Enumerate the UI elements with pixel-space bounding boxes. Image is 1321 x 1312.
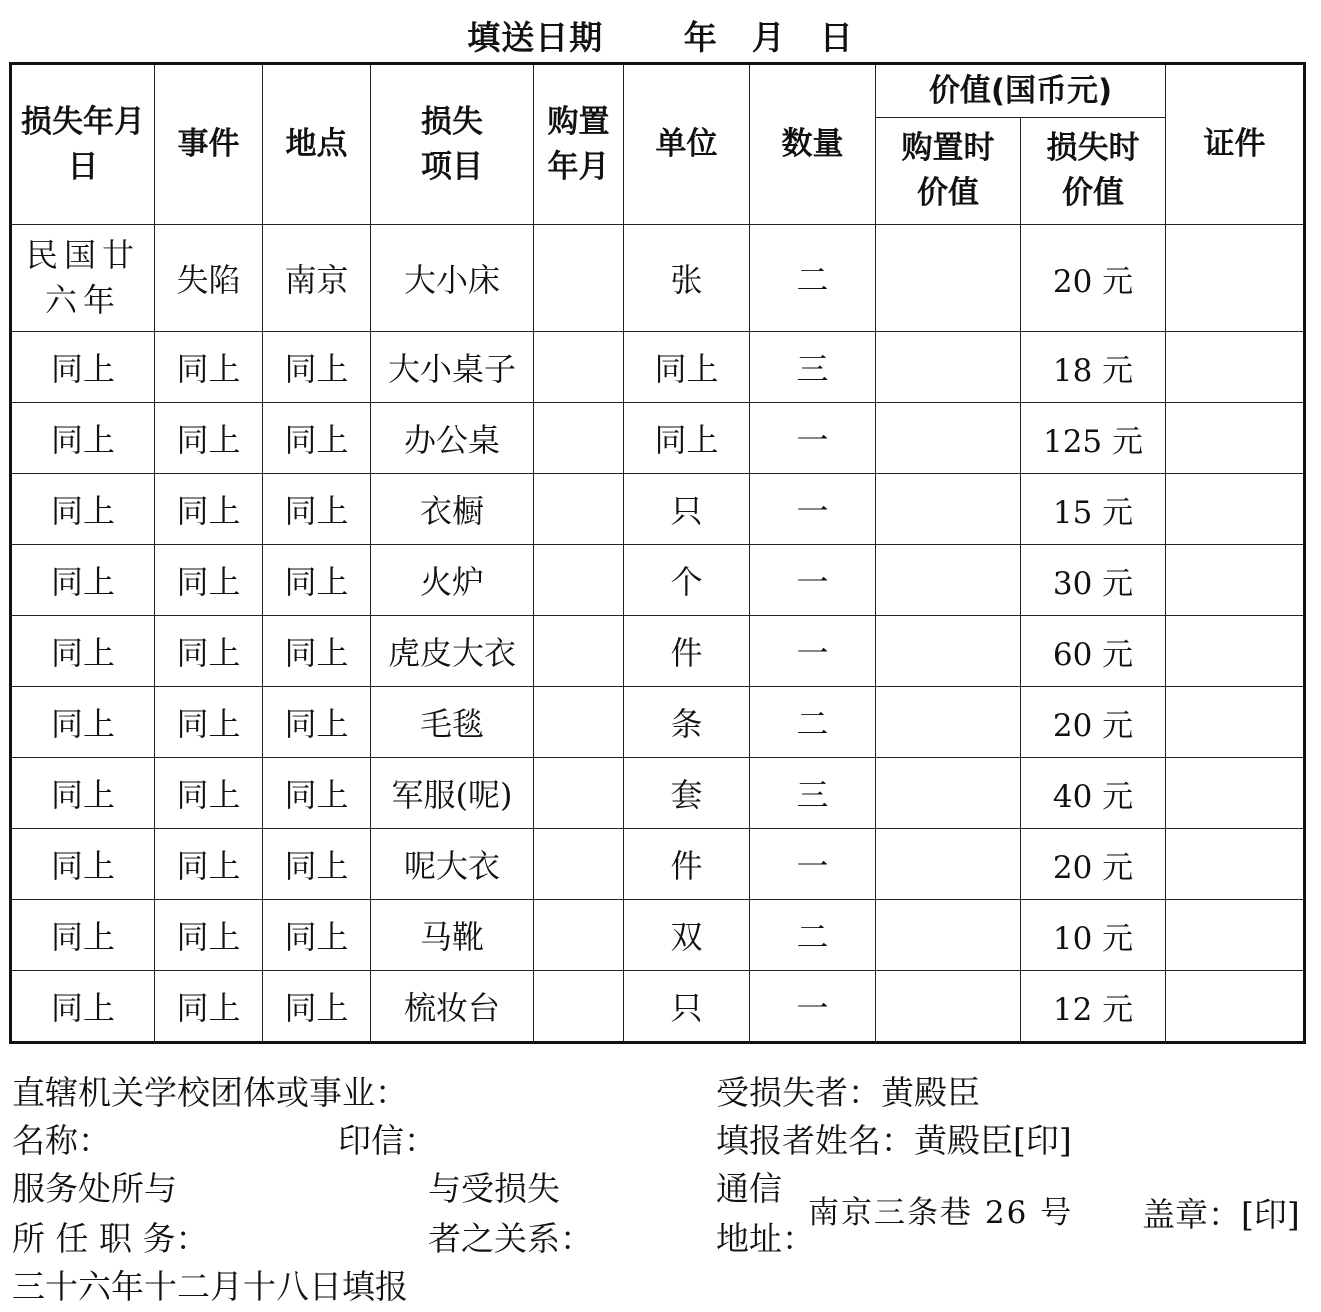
- cell-event: 同上: [155, 545, 263, 616]
- cell-quantity: 三: [750, 332, 876, 403]
- cell-value-purchase: [876, 332, 1021, 403]
- cell-item: 呢大衣: [371, 829, 534, 900]
- address-label-line2: 地址：: [716, 1219, 815, 1258]
- cell-place: 同上: [263, 900, 371, 971]
- cell-value-purchase: [876, 687, 1021, 758]
- cell-date: 同上: [11, 403, 155, 474]
- cell-purchase-date: [534, 545, 624, 616]
- cell-value-purchase: [876, 225, 1021, 332]
- header-event: 事件: [155, 64, 263, 225]
- cell-date: 同上: [11, 332, 155, 403]
- cell-date: 同上: [11, 545, 155, 616]
- table-row: [11, 971, 1305, 1043]
- cell-value-loss: 20 元: [1021, 687, 1166, 758]
- table-row: [11, 900, 1305, 971]
- cell-value-loss: 20 元: [1021, 829, 1166, 900]
- cell-place: 同上: [263, 545, 371, 616]
- cell-value-loss: 10 元: [1021, 900, 1166, 971]
- table-row: [11, 332, 1305, 403]
- cell-event: 同上: [155, 900, 263, 971]
- form-footer: [0, 1068, 1321, 1312]
- cell-unit: 只: [624, 971, 750, 1043]
- header-quantity: 数量: [750, 64, 876, 225]
- cell-quantity: 一: [750, 474, 876, 545]
- cell-place: 同上: [263, 332, 371, 403]
- cell-unit: 只: [624, 474, 750, 545]
- cell-quantity: 二: [750, 687, 876, 758]
- cell-value-purchase: [876, 900, 1021, 971]
- cell-value-loss: 40 元: [1021, 758, 1166, 829]
- cell-value-purchase: [876, 545, 1021, 616]
- cell-value-loss: 15 元: [1021, 474, 1166, 545]
- cell-item: 大小桌子: [371, 332, 534, 403]
- cell-quantity: 二: [750, 225, 876, 332]
- table-row: [11, 687, 1305, 758]
- cell-event: 同上: [155, 332, 263, 403]
- cell-date: 同上: [11, 971, 155, 1043]
- cell-value-purchase: [876, 758, 1021, 829]
- cell-place: 同上: [263, 403, 371, 474]
- cell-value-purchase: [876, 616, 1021, 687]
- cell-value-purchase: [876, 474, 1021, 545]
- cell-certificate: [1166, 687, 1305, 758]
- cell-purchase-date: [534, 758, 624, 829]
- header-date: 损失年月日: [11, 64, 155, 225]
- cell-purchase-date: [534, 829, 624, 900]
- cell-place: 同上: [263, 687, 371, 758]
- cell-certificate: [1166, 829, 1305, 900]
- name-label: 名称：: [12, 1121, 111, 1160]
- cell-certificate: [1166, 900, 1305, 971]
- cell-certificate: [1166, 545, 1305, 616]
- cell-event: 同上: [155, 687, 263, 758]
- cell-value-loss: 125 元: [1021, 403, 1166, 474]
- cell-date: 同上: [11, 616, 155, 687]
- cell-item: 梳妆台: [371, 971, 534, 1043]
- cell-unit: 件: [624, 829, 750, 900]
- relation-label-line1: 与受损失: [428, 1169, 560, 1208]
- cell-item: 衣橱: [371, 474, 534, 545]
- cell-certificate: [1166, 758, 1305, 829]
- header-purchase-date: 购置年月: [534, 64, 624, 225]
- cell-place: 同上: [263, 616, 371, 687]
- address-label-line1: 通信: [716, 1169, 782, 1208]
- cell-certificate: [1166, 474, 1305, 545]
- filed-date: 三十六年十二月十八日填报: [12, 1267, 408, 1306]
- report-date-line: 填送日期 年 月 日: [467, 18, 854, 57]
- cell-event: 失陷: [155, 225, 263, 332]
- table-row: [11, 403, 1305, 474]
- cell-certificate: [1166, 403, 1305, 474]
- cell-item: 毛毯: [371, 687, 534, 758]
- table-row: [11, 545, 1305, 616]
- cell-value-purchase: [876, 403, 1021, 474]
- cell-date: 同上: [11, 474, 155, 545]
- cell-purchase-date: [534, 403, 624, 474]
- office-label-line1: 服务处所与: [12, 1169, 177, 1208]
- cell-place: 南京: [263, 225, 371, 332]
- cell-event: 同上: [155, 829, 263, 900]
- stamp-label: 盖章：[印]: [1142, 1195, 1300, 1234]
- cell-event: 同上: [155, 971, 263, 1043]
- cell-value-purchase: [876, 829, 1021, 900]
- relation-label-line2: 者之关系：: [428, 1219, 593, 1258]
- cell-event: 同上: [155, 403, 263, 474]
- header-value-purchase: 购置时价值: [876, 118, 1021, 225]
- cell-unit: 同上: [624, 332, 750, 403]
- seal-label: 印信：: [338, 1121, 437, 1160]
- cell-quantity: 二: [750, 900, 876, 971]
- cell-value-loss: 30 元: [1021, 545, 1166, 616]
- header-unit: 单位: [624, 64, 750, 225]
- table-row: [11, 474, 1305, 545]
- header-value-loss: 损失时价值: [1021, 118, 1166, 225]
- cell-unit: 件: [624, 616, 750, 687]
- cell-purchase-date: [534, 971, 624, 1043]
- reporter-name: 填报者姓名：黄殿臣[印]: [716, 1121, 1072, 1160]
- cell-quantity: 一: [750, 403, 876, 474]
- cell-item: 办公桌: [371, 403, 534, 474]
- header-certificate: 证件: [1166, 64, 1305, 225]
- cell-event: 同上: [155, 758, 263, 829]
- table-row: [11, 616, 1305, 687]
- table-row: [11, 758, 1305, 829]
- cell-certificate: [1166, 616, 1305, 687]
- cell-quantity: 一: [750, 616, 876, 687]
- header-item: 损失项目: [371, 64, 534, 225]
- cell-item: 大小床: [371, 225, 534, 332]
- address-value: 南京三条巷 26 号: [808, 1195, 1074, 1231]
- cell-place: 同上: [263, 829, 371, 900]
- cell-item: 马靴: [371, 900, 534, 971]
- loss-table: [9, 62, 1306, 1044]
- cell-purchase-date: [534, 616, 624, 687]
- cell-event: 同上: [155, 616, 263, 687]
- cell-quantity: 三: [750, 758, 876, 829]
- cell-date: 同上: [11, 900, 155, 971]
- org-label: 直辖机关学校团体或事业：: [12, 1073, 408, 1112]
- office-label-line2: 所 任 职 务：: [12, 1219, 209, 1258]
- cell-value-loss: 20 元: [1021, 225, 1166, 332]
- cell-quantity: 一: [750, 545, 876, 616]
- cell-certificate: [1166, 971, 1305, 1043]
- cell-date: 同上: [11, 758, 155, 829]
- cell-purchase-date: [534, 225, 624, 332]
- cell-unit: 张: [624, 225, 750, 332]
- cell-purchase-date: [534, 900, 624, 971]
- cell-item: 虎皮大衣: [371, 616, 534, 687]
- header-value-group: 价值(国币元): [876, 64, 1166, 118]
- cell-unit: 套: [624, 758, 750, 829]
- cell-purchase-date: [534, 332, 624, 403]
- cell-place: 同上: [263, 474, 371, 545]
- cell-date: 同上: [11, 687, 155, 758]
- cell-value-loss: 12 元: [1021, 971, 1166, 1043]
- cell-date: 民国廿六年: [11, 225, 155, 332]
- cell-unit: 个: [624, 545, 750, 616]
- cell-value-loss: 18 元: [1021, 332, 1166, 403]
- cell-quantity: 一: [750, 971, 876, 1043]
- cell-item: 军服(呢): [371, 758, 534, 829]
- cell-place: 同上: [263, 971, 371, 1043]
- cell-unit: 条: [624, 687, 750, 758]
- cell-value-purchase: [876, 971, 1021, 1043]
- header-place: 地点: [263, 64, 371, 225]
- table-row: [11, 225, 1305, 332]
- cell-certificate: [1166, 225, 1305, 332]
- cell-unit: 双: [624, 900, 750, 971]
- cell-event: 同上: [155, 474, 263, 545]
- cell-place: 同上: [263, 758, 371, 829]
- cell-certificate: [1166, 332, 1305, 403]
- cell-date: 同上: [11, 829, 155, 900]
- cell-unit: 同上: [624, 403, 750, 474]
- cell-quantity: 一: [750, 829, 876, 900]
- victim-name: 受损失者：黄殿臣: [716, 1073, 980, 1112]
- cell-value-loss: 60 元: [1021, 616, 1166, 687]
- cell-purchase-date: [534, 687, 624, 758]
- table-row: [11, 829, 1305, 900]
- cell-item: 火炉: [371, 545, 534, 616]
- cell-purchase-date: [534, 474, 624, 545]
